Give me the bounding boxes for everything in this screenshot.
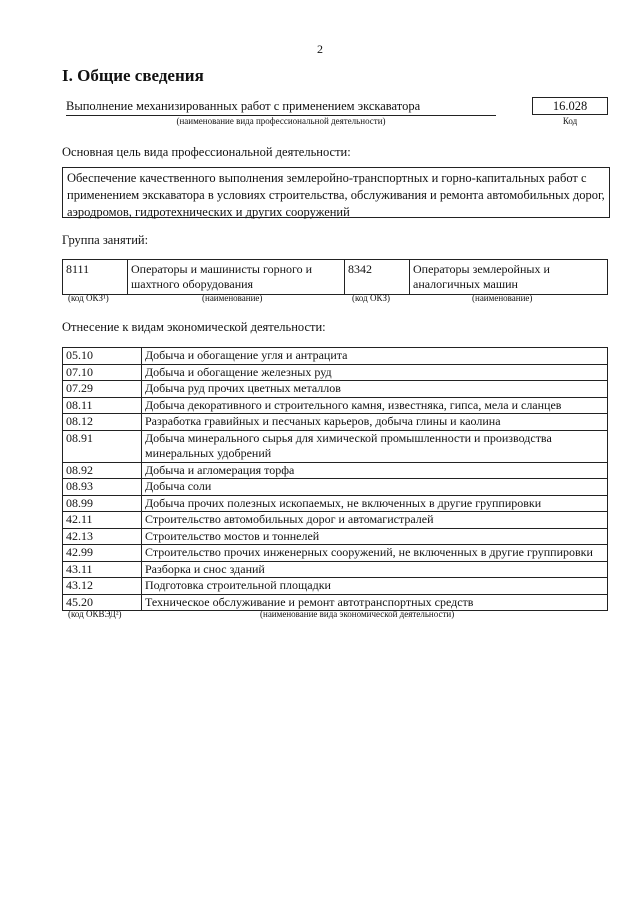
okved-name: Добыча минерального сырья для химической промышленности и производства минеральных удобрений (142, 430, 608, 462)
okved-name: Добыча декоративного и строительного камня, известняка, гипса, мела и сланцев (142, 397, 608, 414)
okved-code: 05.10 (63, 348, 142, 365)
table-row (63, 348, 608, 365)
okved-name-caption: (наименование вида экономической деятельности) (260, 609, 455, 619)
okved-code: 07.29 (63, 381, 142, 398)
table-row (63, 381, 608, 398)
okved-name: Добыча руд прочих цветных металлов (142, 381, 608, 398)
occupation-group-label: Группа занятий: (62, 233, 149, 247)
economic-activity-table (62, 347, 608, 611)
okved-code: 08.92 (63, 462, 142, 479)
okz-name-caption-2: (наименование) (472, 293, 533, 303)
okved-name: Техническое обслуживание и ремонт автотранспортных средств (142, 594, 608, 611)
table-row (63, 528, 608, 545)
okved-name: Строительство автомобильных дорог и автомагистралей (142, 512, 608, 529)
economic-activity-label: Отнесение к видам экономической деятельности: (62, 320, 326, 334)
table-row (63, 512, 608, 529)
goal-text: Обеспечение качественного выполнения землеройно-транспортных и горно-капитальных работ с применением экскаватора в условиях строительства, обслуживания и ремонта автомобильных дорог, аэродромов, гидротехнических и других сооружений (62, 167, 610, 218)
okz-name-caption: (наименование) (202, 293, 263, 303)
okved-code: 08.12 (63, 414, 142, 431)
okved-name: Подготовка строительной площадки (142, 578, 608, 595)
okved-name: Строительство мостов и тоннелей (142, 528, 608, 545)
occupation-group-table (62, 259, 608, 295)
okz-code-1: 8111 (63, 260, 128, 295)
table-row (63, 430, 608, 462)
okved-code: 45.20 (63, 594, 142, 611)
table-row (63, 561, 608, 578)
okved-code: 07.10 (63, 364, 142, 381)
okved-code: 08.93 (63, 479, 142, 496)
okved-code-caption: (код ОКВЭД²) (68, 609, 122, 619)
okved-code: 43.11 (63, 561, 142, 578)
okved-name: Добыча и обогащение железных руд (142, 364, 608, 381)
table-row (63, 364, 608, 381)
okved-name: Добыча соли (142, 479, 608, 496)
activity-name: Выполнение механизированных работ с применением экскаватора (66, 99, 496, 116)
goal-label: Основная цель вида профессиональной деятельности: (62, 145, 351, 159)
okved-code: 42.11 (63, 512, 142, 529)
okved-code: 08.99 (63, 495, 142, 512)
table-row (63, 462, 608, 479)
okved-code: 08.11 (63, 397, 142, 414)
activity-name-caption: (наименование вида профессиональной деятельности) (176, 116, 386, 126)
okved-code: 42.13 (63, 528, 142, 545)
okved-name: Добыча и агломерация торфа (142, 462, 608, 479)
activity-code: 16.028 (532, 97, 608, 115)
section-title: I. Общие сведения (62, 66, 204, 85)
okz-name-2: Операторы землеройных и аналогичных машин (410, 260, 608, 295)
activity-code-caption: Код (562, 116, 578, 126)
table-row (63, 260, 608, 295)
table-row (63, 545, 608, 562)
okz-code-caption: (код ОКЗ¹) (68, 293, 109, 303)
table-row (63, 397, 608, 414)
okz-name-1: Операторы и машинисты горного и шахтного оборудования (128, 260, 345, 295)
okved-name: Разборка и снос зданий (142, 561, 608, 578)
table-row (63, 495, 608, 512)
table-row (63, 578, 608, 595)
page-number: 2 (317, 42, 323, 56)
okved-code: 42.99 (63, 545, 142, 562)
okved-name: Строительство прочих инженерных сооружений, не включенных в другие группировки (142, 545, 608, 562)
okved-code: 43.12 (63, 578, 142, 595)
okved-name: Добыча и обогащение угля и антрацита (142, 348, 608, 365)
okved-name: Добыча прочих полезных ископаемых, не включенных в другие группировки (142, 495, 608, 512)
table-row (63, 479, 608, 496)
okz-code-2: 8342 (345, 260, 410, 295)
okved-code: 08.91 (63, 430, 142, 462)
table-row (63, 414, 608, 431)
okved-name: Разработка гравийных и песчаных карьеров, добыча глины и каолина (142, 414, 608, 431)
okz-code-caption-2: (код ОКЗ) (352, 293, 390, 303)
